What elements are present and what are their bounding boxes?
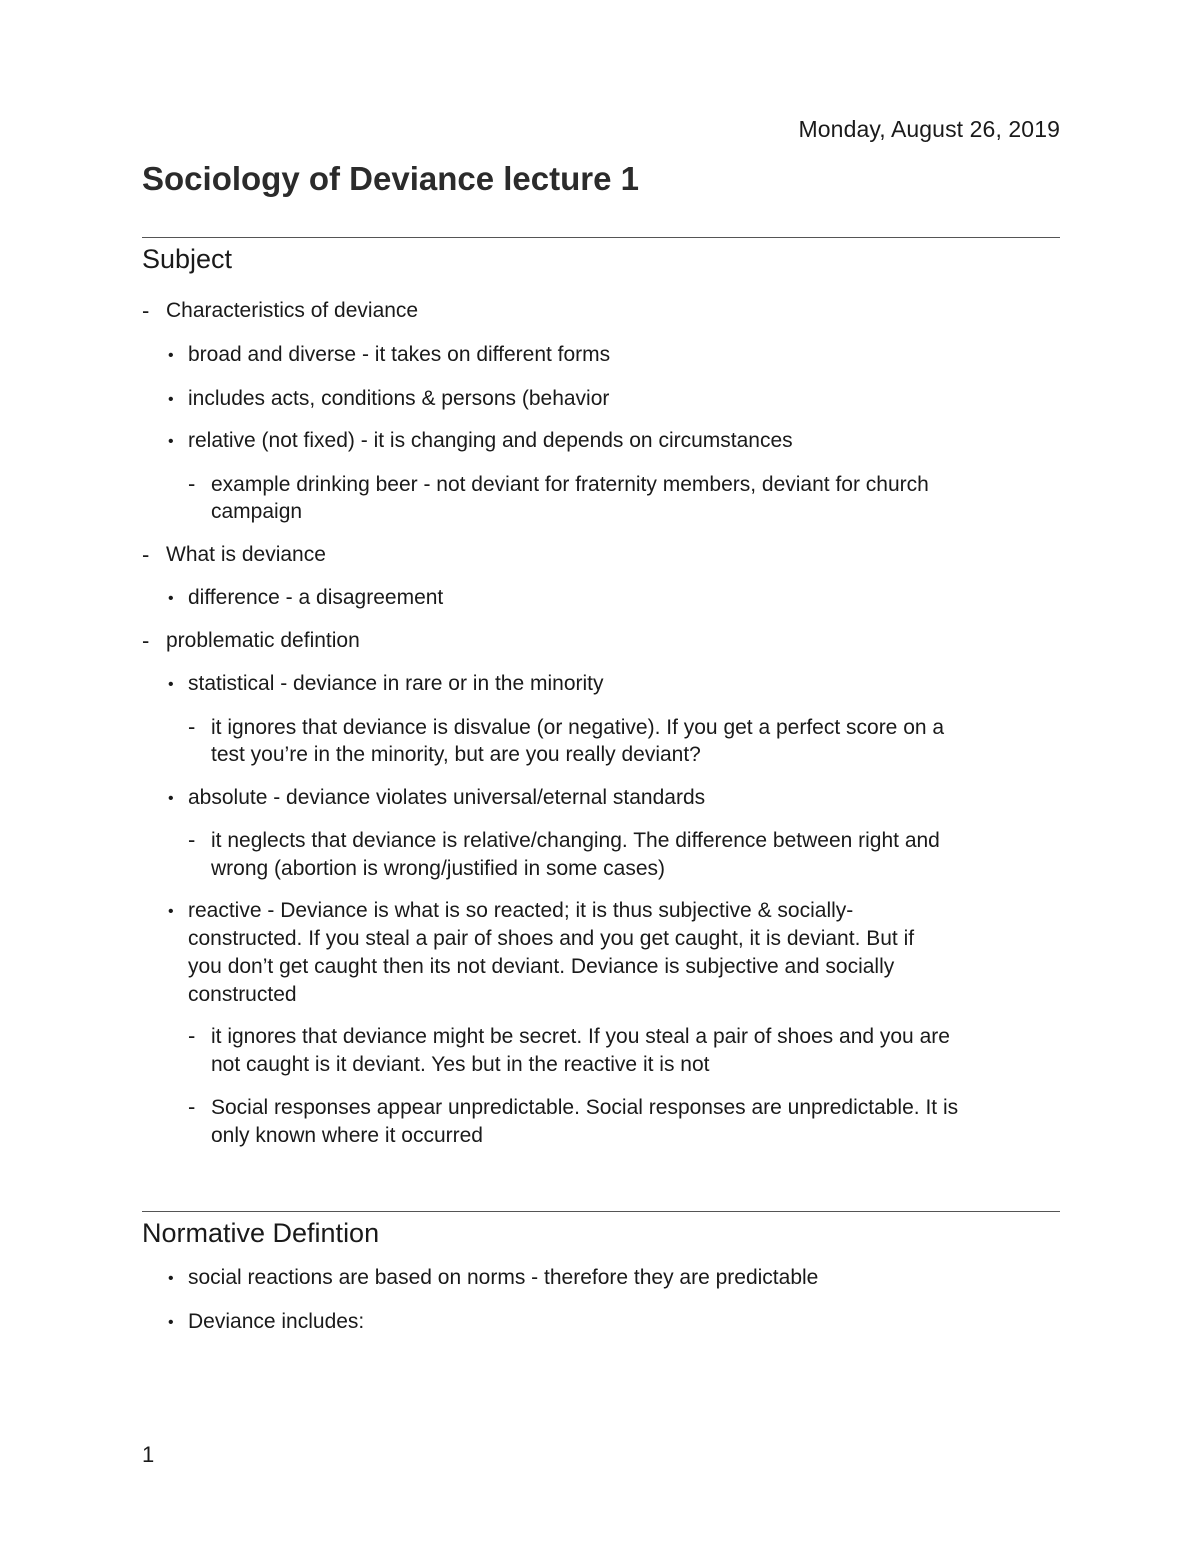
list-item: it neglects that deviance is relative/changing. The difference between right and [211,829,940,852]
bullet-marker: • [168,433,174,450]
dash-marker: - [142,298,150,323]
bullet-marker: • [168,590,174,607]
list-item: What is deviance [166,543,326,566]
list-item-continuation: constructed. If you steal a pair of shoes and you get caught, it is deviant. But if [188,927,915,950]
dash-marker: - [142,542,150,567]
list-item: broad and diverse - it takes on different forms [188,343,611,366]
list-item: example drinking beer - not deviant for fraternity members, deviant for church [211,473,929,496]
bullet-marker: • [168,790,174,807]
date: Monday, August 26, 2019 [798,116,1060,142]
dash-marker: - [188,827,196,852]
bullet-marker: • [168,347,174,364]
divider [142,1211,1060,1212]
list-item: statistical - deviance in rare or in the minority [188,672,604,695]
list-item: difference - a disagreement [188,586,444,609]
dash-marker: - [142,628,150,653]
list-item: Deviance includes: [188,1310,365,1333]
dash-marker: - [188,471,196,496]
bullet-marker: • [168,391,174,408]
list-item: social reactions are based on norms - therefore they are predictable [188,1266,819,1289]
list-item-continuation: you don’t get caught then its not deviant. Deviance is subjective and socially [188,955,895,978]
list-item: reactive - Deviance is what is so reacted; it is thus subjective & socially- [188,899,854,922]
divider [142,237,1060,238]
bullet-marker: • [168,1270,174,1287]
section-heading-normative-definition: Normative Defintion [142,1218,380,1248]
list-item: Characteristics of deviance [166,299,419,322]
list-item-continuation: constructed [188,983,297,1006]
list-item: relative (not fixed) - it is changing and depends on circumstances [188,429,793,452]
list-item-continuation: test you’re in the minority, but are you really deviant? [211,743,701,766]
list-item-continuation: not caught is it deviant. Yes but in the reactive it is not [211,1053,710,1076]
list-item: problematic defintion [166,629,360,652]
list-item: Social responses appear unpredictable. Social responses are unpredictable. It is [211,1096,959,1119]
list-item-continuation: campaign [211,500,303,523]
list-item: includes acts, conditions & persons (behavior [188,387,610,410]
list-item: absolute - deviance violates universal/eternal standards [188,786,706,809]
list-item: it ignores that deviance might be secret. If you steal a pair of shoes and you are [211,1025,950,1048]
bullet-marker: • [168,676,174,693]
page-title: Sociology of Deviance lecture 1 [142,160,639,197]
bullet-marker: • [168,903,174,920]
dash-marker: - [188,1094,196,1119]
list-item-continuation: wrong (abortion is wrong/justified in some cases) [211,857,666,880]
dash-marker: - [188,714,196,739]
list-item: it ignores that deviance is disvalue (or negative). If you get a perfect score on a [211,716,945,739]
list-item-continuation: only known where it occurred [211,1124,483,1147]
section-heading-subject: Subject [142,244,233,274]
page-number: 1 [142,1442,155,1467]
bullet-marker: • [168,1314,174,1331]
dash-marker: - [188,1023,196,1048]
